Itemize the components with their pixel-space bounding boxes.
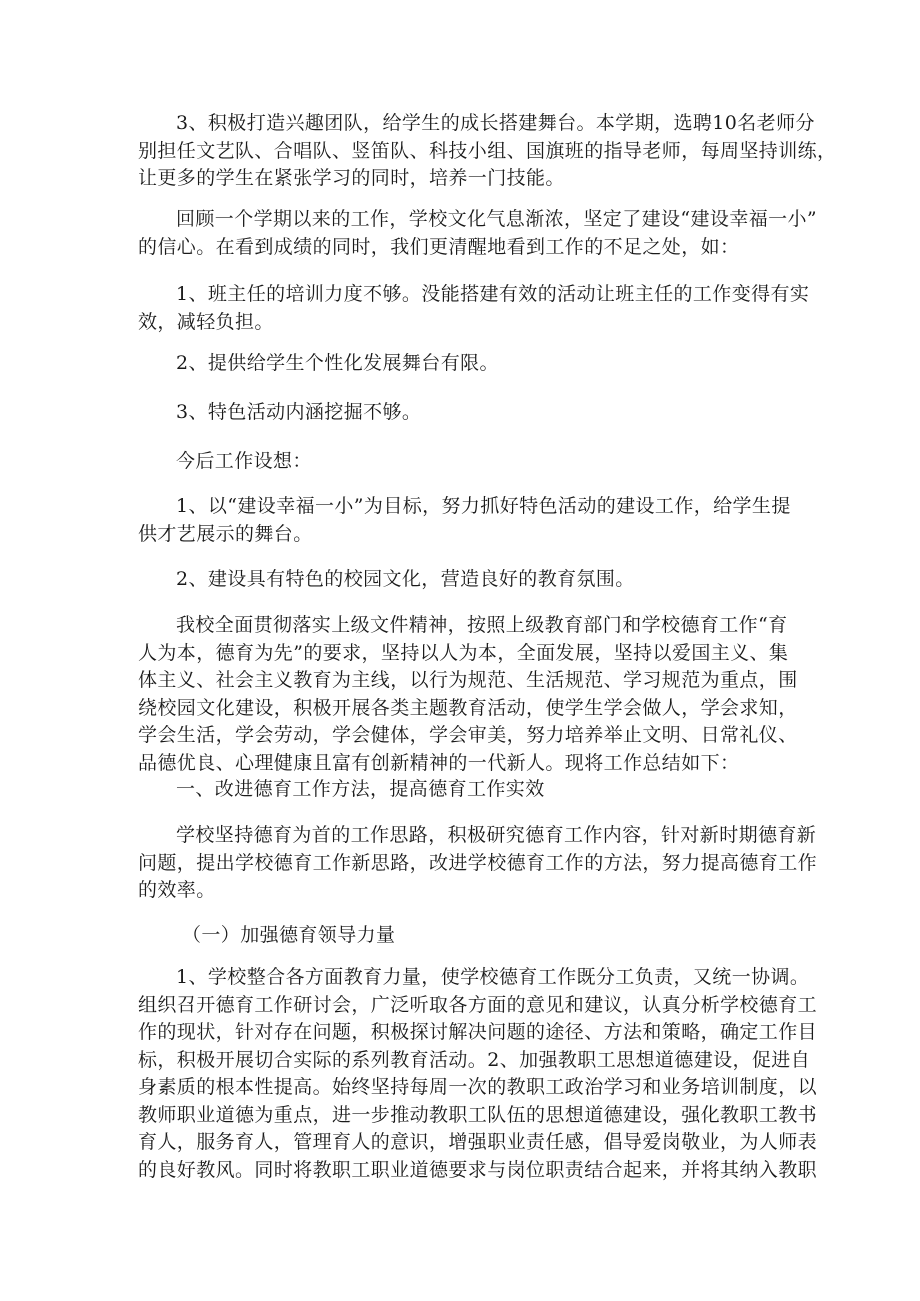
text-line: 供才艺展示的舞台。 [138, 522, 313, 545]
text-line: 人为本，德育为先”的要求，坚持以人为本，全面发展，坚持以爱国主义、集 [138, 641, 789, 664]
text-line: 今后工作设想： [176, 450, 312, 472]
paragraph-leadership-details [138, 964, 818, 1184]
text-line: 的效率。 [138, 879, 216, 901]
paragraph-review [138, 206, 818, 261]
text-line: 效，减轻负担。 [138, 310, 274, 333]
text-line: 1、学校整合各方面教育力量，使学校德育工作既分工负责，又统一协调。 [176, 966, 810, 988]
text-line: 1、以“建设幸福一小”为目标，努力抓好特色活动的建设工作，给学生提 [176, 495, 791, 517]
text-line: 学会生活，学会劳动，学会健体，学会审美，努力培养举止文明、日常礼仪、 [138, 724, 798, 746]
paragraph-plan-1 [138, 493, 810, 548]
paragraph-shortcoming-1 [138, 281, 810, 336]
text-line: 3、积极打造兴趣团队，给学生的成长搭建舞台。本学期，选聘10名老师分 [176, 112, 815, 134]
text-line: 一、改进德育工作方法，提高德育工作实效 [176, 778, 545, 800]
text-line: 我校全面贯彻落实上级文件精神，按照上级教育部门和学校德育工作“育 [176, 614, 788, 636]
text-line: 1、班主任的培训力度不够。没能搭建有效的活动让班主任的工作变得有实 [176, 283, 810, 305]
paragraph-work-approach [138, 822, 818, 905]
paragraph-future-plans-heading [168, 448, 810, 476]
text-line: 教师职业道德为重点，进一步推动教职工队伍的思想道德建设，强化教职工教书 [138, 1103, 818, 1126]
section-heading-improve-methods [168, 776, 810, 804]
text-line: 2、提供给学生个性化发展舞台有限。 [176, 352, 499, 374]
paragraph-shortcoming-2 [168, 350, 810, 378]
subsection-heading-leadership [168, 922, 810, 950]
text-line: 体主义、社会主义教育为主线，以行为规范、生活规范、学习规范为重点，围 [138, 669, 798, 691]
text-line: 回顾一个学期以来的工作，学校文化气息渐浓，坚定了建设“建设幸福一小” [176, 208, 818, 230]
text-line: 3、特色活动内涵挖掘不够。 [176, 401, 422, 423]
text-line: 绕校园文化建设，积极开展各类主题教育活动，使学生学会做人，学会求知， [138, 696, 798, 719]
text-line: 品德优良、心理健康且富有创新精神的一代新人。现将工作总结如下： [138, 751, 740, 774]
paragraph-plan-2 [168, 566, 810, 594]
text-line: 的良好教风。同时将教职工职业道德要求与岗位职责结合起来，并将其纳入教职 [138, 1158, 818, 1181]
text-line: 组织召开德育工作研讨会，广泛听取各方面的意见和建议，认真分析学校德育工 [138, 993, 818, 1016]
text-line: 育人，服务育人，管理育人的意识，增强职业责任感，倡导爱岗敬业，为人师表 [138, 1131, 818, 1153]
text-line: 别担任文艺队、合唱队、竖笛队、科技小组、国旗班的指导老师，每周坚持训练， [138, 139, 837, 162]
text-line: 2、建设具有特色的校园文化，营造良好的教育氛围。 [176, 568, 635, 590]
paragraph-interest-teams [138, 110, 837, 193]
text-line: 问题，提出学校德育工作新思路，改进学校德育工作的方法，努力提高德育工作 [138, 851, 818, 874]
text-line: （一）加强德育领导力量 [182, 924, 396, 946]
paragraph-shortcoming-3 [168, 399, 810, 427]
text-line: 学校坚持德育为首的工作思路，积极研究德育工作内容，针对新时期德育新 [176, 824, 817, 846]
text-line: 让更多的学生在紧张学习的同时，培养一门技能。 [138, 167, 565, 189]
paragraph-summary-intro [138, 612, 810, 777]
text-line: 作的现状，针对存在问题，积极探讨解决问题的途径、方法和策略，确定工作目 [138, 1021, 818, 1043]
text-line: 的信心。在看到成绩的同时，我们更清醒地看到工作的不足之处，如： [138, 235, 740, 258]
text-line: 身素质的根本性提高。始终坚持每周一次的教职工政治学习和业务培训制度，以 [138, 1076, 818, 1098]
text-line: 标，积极开展切合实际的系列教育活动。2、加强教职工思想道德建设，促进自 [138, 1048, 811, 1071]
